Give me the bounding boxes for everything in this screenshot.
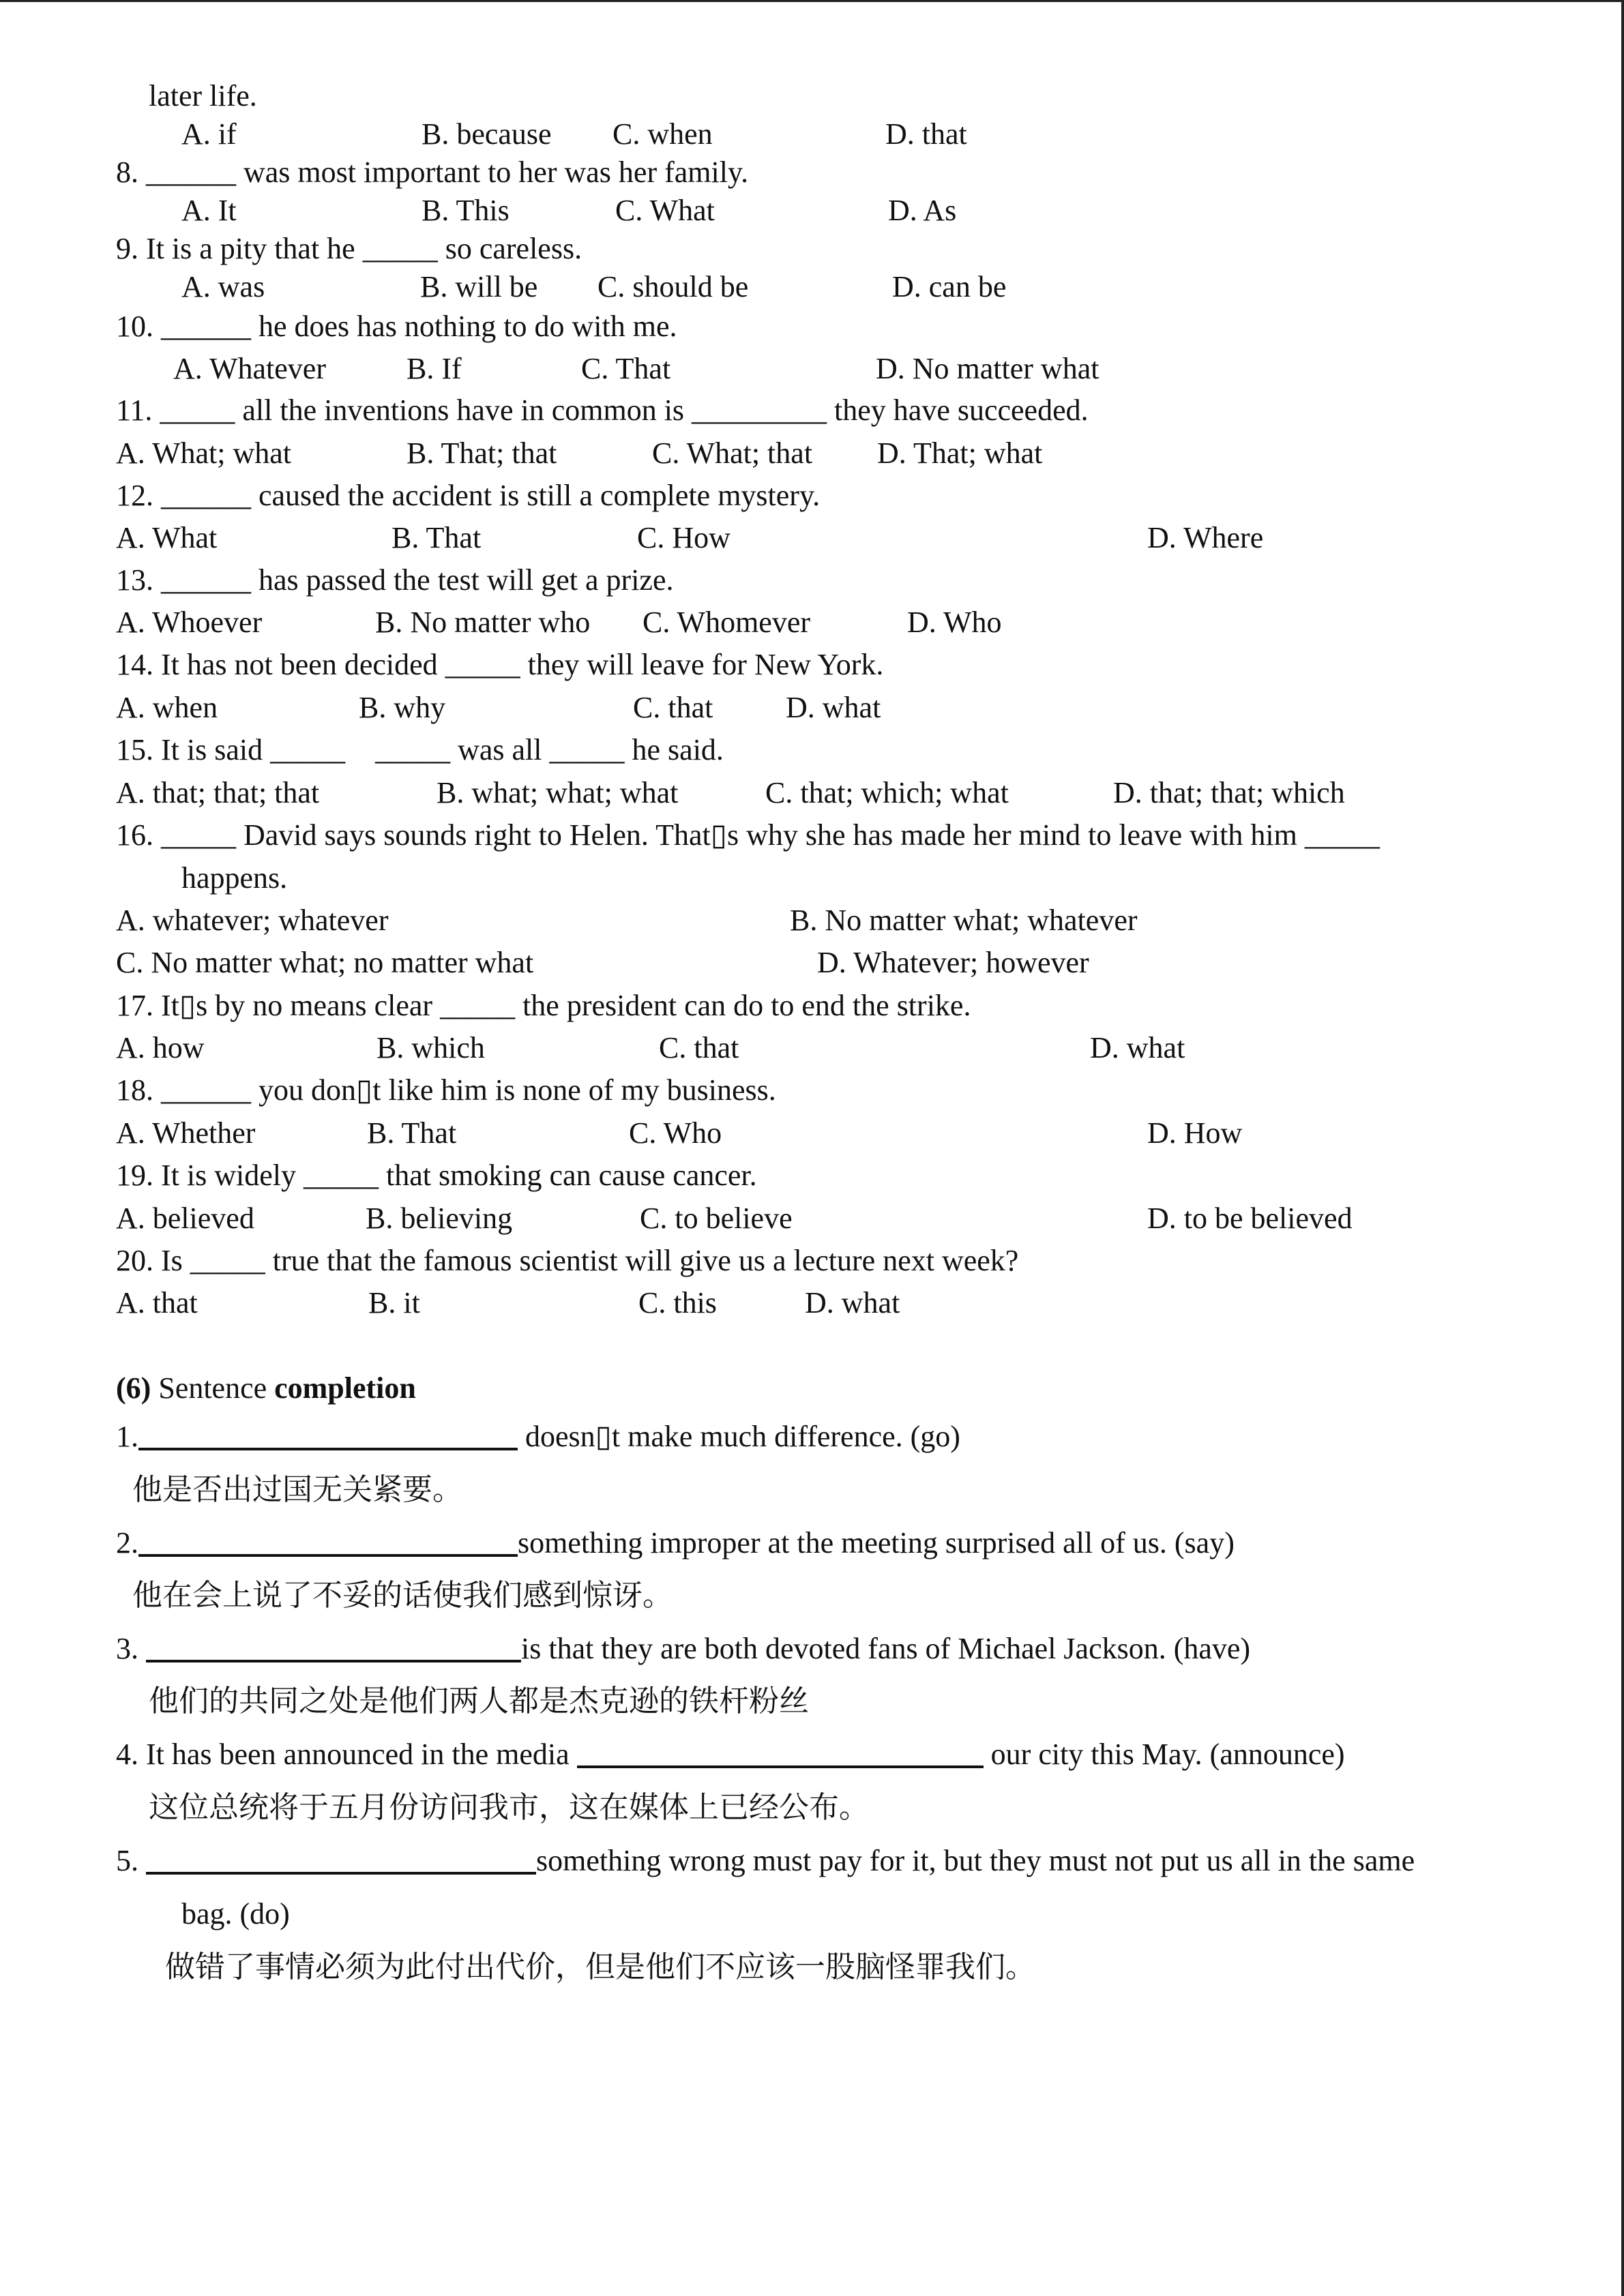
- item-2-text: something improper at the meeting surprised all of us. (say): [518, 1526, 1235, 1560]
- q19-option-a: A. believed: [116, 1202, 254, 1235]
- q20-option-d: D. what: [805, 1286, 900, 1320]
- q13-option-a: A. Whoever: [116, 606, 263, 639]
- q16-option-c: C. No matter what; no matter what: [116, 946, 534, 979]
- question-10: 10. ______ he does has nothing to do with me.: [116, 310, 677, 343]
- question-15: 15. It is said _____ _____ was all _____ he said.: [116, 733, 724, 766]
- q11-option-b: B. That; that: [407, 436, 557, 470]
- q19-option-b: B. believing: [366, 1202, 513, 1235]
- q14-option-a: A. when: [116, 691, 218, 724]
- q10-option-d: D. No matter what: [876, 352, 1099, 385]
- q11-option-d: D. That; what: [877, 436, 1043, 470]
- item-5-continuation: bag. (do): [181, 1897, 290, 1930]
- question-16: 16. _____ David says sounds right to Helen. That▯s why she has made her mind to leave with him _____: [116, 818, 1380, 852]
- q17-option-a: A. how: [116, 1031, 205, 1064]
- q7-option-c: C. when: [612, 117, 713, 151]
- q18-option-a: A. Whether: [116, 1116, 256, 1150]
- q15-option-c: C. that; which; what: [765, 776, 1009, 809]
- q14-option-c: C. that: [633, 691, 713, 724]
- q19-option-d: D. to be believed: [1147, 1202, 1353, 1235]
- item-2-answer-blank[interactable]: [138, 1524, 518, 1557]
- question-12: 12. ______ caused the accident is still a complete mystery.: [116, 479, 821, 512]
- q15-option-d: D. that; that; which: [1113, 776, 1345, 809]
- q12-option-b: B. That: [392, 521, 482, 554]
- q10-option-c: C. That: [581, 352, 671, 385]
- q9-option-c: C. should be: [597, 270, 749, 303]
- q12-option-d: D. Where: [1147, 521, 1264, 554]
- question-7-continuation: later life.: [149, 79, 257, 113]
- q16-option-d: D. Whatever; however: [817, 946, 1089, 979]
- q9-option-d: D. can be: [892, 270, 1007, 303]
- q8-option-c: C. What: [615, 194, 715, 227]
- q20-option-c: C. this: [638, 1286, 717, 1320]
- question-16-continuation: happens.: [181, 861, 288, 895]
- q7-option-d: D. that: [885, 117, 967, 151]
- q18-option-b: B. That: [367, 1116, 457, 1150]
- q18-option-d: D. How: [1147, 1116, 1243, 1150]
- q13-option-c: C. Whomever: [643, 606, 811, 639]
- q11-option-c: C. What; that: [652, 436, 813, 470]
- completion-item-2: [116, 1524, 1235, 1562]
- question-14: 14. It has not been decided _____ they will leave for New York.: [116, 648, 884, 681]
- q17-option-d: D. what: [1090, 1031, 1185, 1064]
- q16-option-b: B. No matter what; whatever: [790, 904, 1138, 937]
- q12-option-a: A. What: [116, 521, 218, 554]
- question-9: 9. It is a pity that he _____ so careless.: [116, 232, 582, 265]
- q18-option-c: C. Who: [629, 1116, 722, 1150]
- q17-option-c: C. that: [659, 1031, 739, 1064]
- question-18: 18. ______ you don▯t like him is none of my business.: [116, 1073, 776, 1107]
- q14-option-d: D. what: [786, 691, 881, 724]
- question-13: 13. ______ has passed the test will get a prize.: [116, 563, 674, 597]
- item-1-number: 1.: [116, 1420, 138, 1453]
- item-2-number: 2.: [116, 1526, 138, 1560]
- item-4-chinese: 这位总统将于五月份访问我市，这在媒体上已经公布。: [149, 1791, 869, 1824]
- question-20: 20. Is _____ true that the famous scientist will give us a lecture next week?: [116, 1244, 1019, 1277]
- q14-option-b: B. why: [359, 691, 446, 724]
- q19-option-c: C. to believe: [640, 1202, 793, 1235]
- item-3-answer-blank[interactable]: [146, 1630, 521, 1663]
- item-3-number: 3.: [116, 1632, 146, 1665]
- question-8: 8. ______ was most important to her was her family.: [116, 155, 749, 189]
- item-5-chinese: 做错了事情必须为此付出代价，但是他们不应该一股脑怪罪我们。: [165, 1950, 1035, 1984]
- item-2-chinese: 他在会上说了不妥的话使我们感到惊讶。: [132, 1579, 673, 1612]
- item-1-answer-blank[interactable]: [138, 1418, 518, 1450]
- q8-option-b: B. This: [422, 194, 510, 227]
- q8-option-d: D. As: [888, 194, 957, 227]
- section-6-number: (6): [116, 1371, 151, 1405]
- q20-option-a: A. that: [116, 1286, 198, 1320]
- q16-option-a: A. whatever; whatever: [116, 904, 389, 937]
- item-3-text: is that they are both devoted fans of Michael Jackson. (have): [521, 1632, 1251, 1665]
- q8-option-a: A. It: [181, 194, 237, 227]
- q11-option-a: A. What; what: [116, 436, 292, 470]
- section-6-word-2: completion: [274, 1371, 416, 1405]
- item-5-answer-blank[interactable]: [146, 1842, 536, 1875]
- q12-option-c: C. How: [637, 521, 730, 554]
- q17-option-b: B. which: [377, 1031, 485, 1064]
- item-4-lead-text: 4. It has been announced in the media: [116, 1738, 577, 1771]
- completion-item-4: [116, 1735, 1345, 1774]
- q13-option-d: D. Who: [907, 606, 1002, 639]
- item-1-chinese: 他是否出过国无关紧要。: [132, 1473, 462, 1506]
- top-border: [0, 0, 1624, 2]
- q10-option-a: A. Whatever: [173, 352, 326, 385]
- completion-item-1: [116, 1418, 960, 1456]
- q10-option-b: B. If: [407, 352, 462, 385]
- question-17: 17. It▯s by no means clear _____ the president can do to end the strike.: [116, 989, 971, 1022]
- q9-option-b: B. will be: [420, 270, 538, 303]
- question-19: 19. It is widely _____ that smoking can cause cancer.: [116, 1159, 757, 1192]
- section-6-heading: [116, 1369, 416, 1407]
- item-5-number: 5.: [116, 1844, 146, 1877]
- q7-option-b: B. because: [422, 117, 552, 151]
- item-4-answer-blank[interactable]: [577, 1735, 984, 1768]
- q15-option-a: A. that; that; that: [116, 776, 320, 809]
- right-border: [1621, 0, 1624, 2296]
- q9-option-a: A. was: [181, 270, 265, 303]
- q20-option-b: B. it: [368, 1286, 420, 1320]
- completion-item-5: [116, 1842, 1415, 1880]
- q13-option-b: B. No matter who: [375, 606, 591, 639]
- completion-item-3: [116, 1630, 1250, 1668]
- item-3-chinese: 他们的共同之处是他们两人都是杰克逊的铁杆粉丝: [149, 1684, 809, 1718]
- q7-option-a: A. if: [181, 117, 237, 151]
- item-5-text: something wrong must pay for it, but they must not put us all in the same: [536, 1844, 1415, 1877]
- section-6-word-1: Sentence: [158, 1371, 267, 1405]
- item-1-text: doesn▯t make much difference. (go): [518, 1420, 960, 1453]
- q15-option-b: B. what; what; what: [437, 776, 679, 809]
- item-4-text: our city this May. (announce): [983, 1738, 1345, 1771]
- question-11: 11. _____ all the inventions have in common is _________ they have succeeded.: [116, 393, 1089, 427]
